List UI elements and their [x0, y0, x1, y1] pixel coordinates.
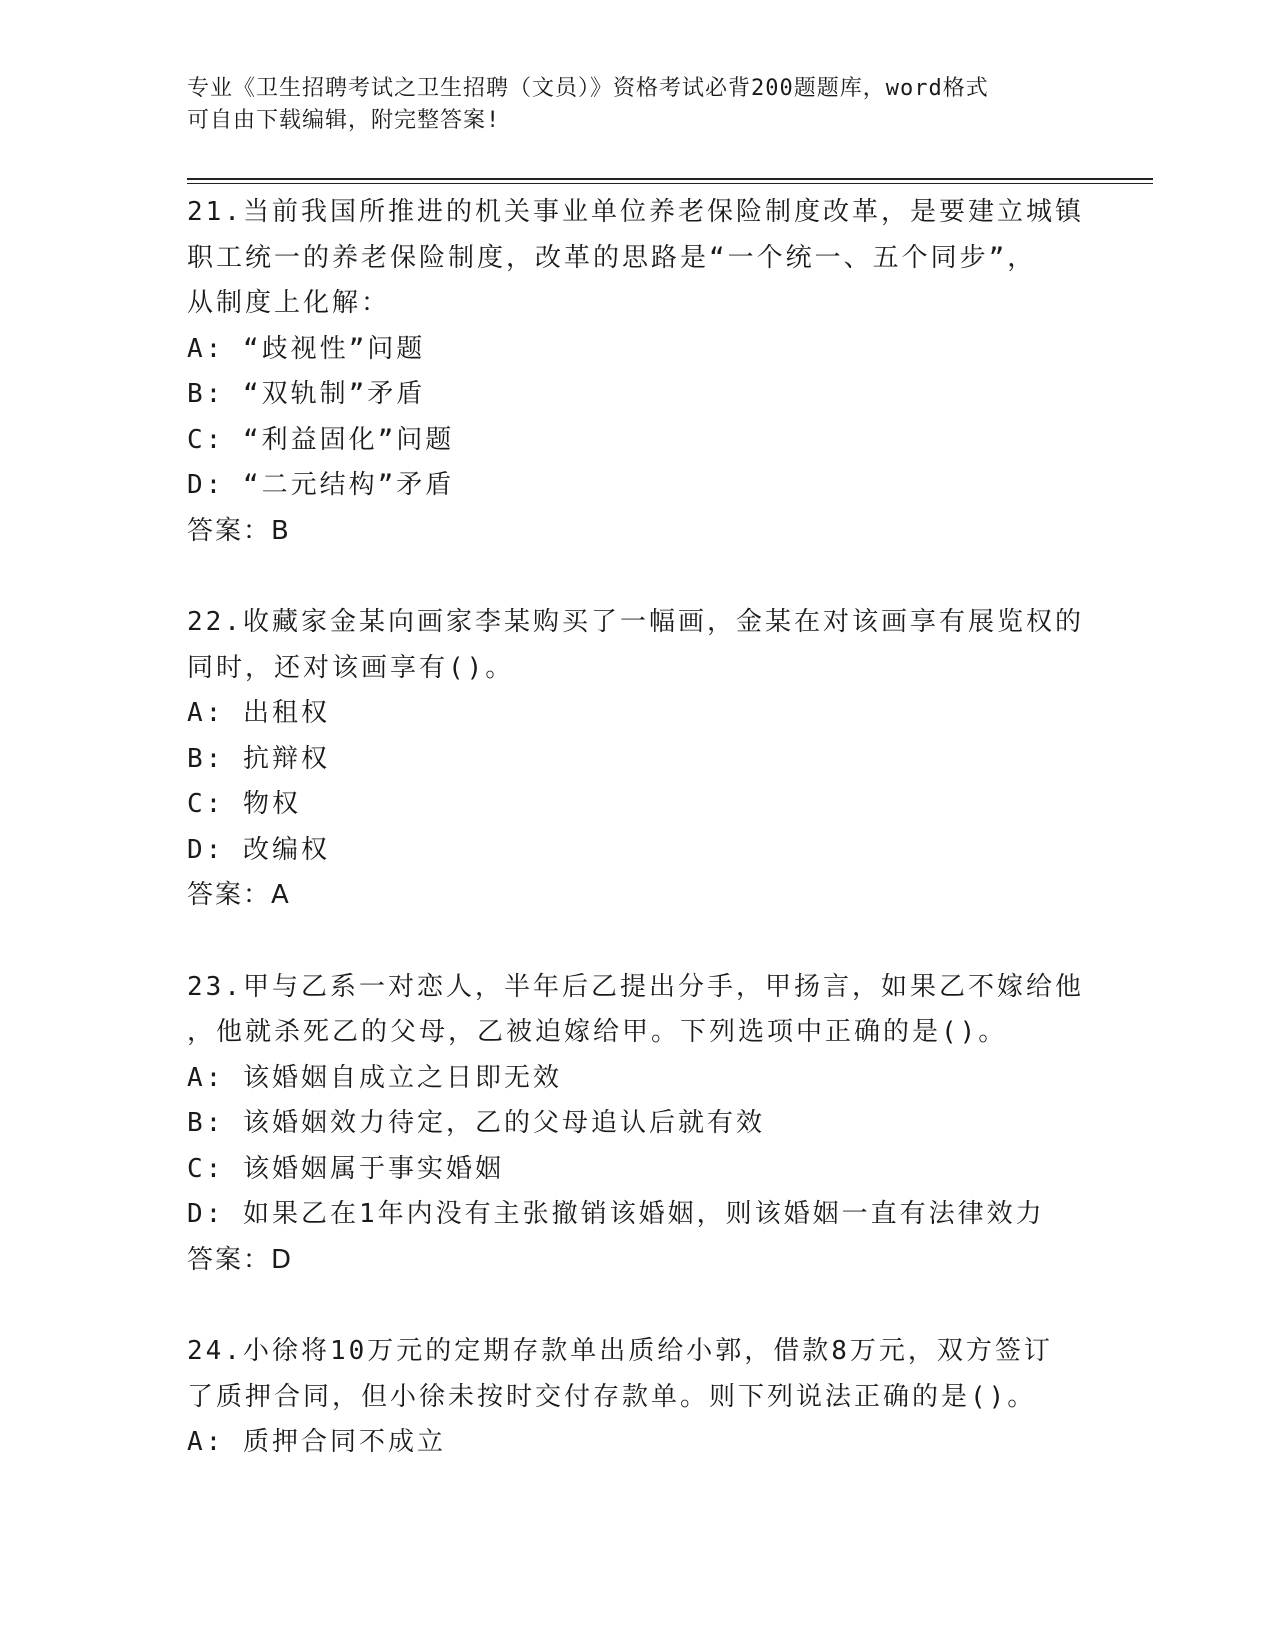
question-stem-line: 了质押合同，但小徐未按时交付存款单。则下列说法正确的是()。 [187, 1381, 1037, 1412]
question-22 [187, 600, 1087, 919]
option-a: A: 出租权 [187, 698, 330, 728]
question-stem-line: 21.当前我国所推进的机关事业单位养老保险制度改革，是要建立城镇 [187, 197, 1084, 227]
question-stem-line: 22.收藏家金某向画家李某购买了一幅画，金某在对该画享有展览权的 [187, 607, 1084, 637]
question-stem-line: 23.甲与乙系一对恋人，半年后乙提出分手，甲扬言，如果乙不嫁给他 [187, 971, 1084, 1002]
option-a: A: “歧视性”问题 [187, 333, 426, 364]
option-c: C: “利益固化”问题 [187, 424, 455, 455]
header-line-1: 专业《卫生招聘考试之卫生招聘（文员）》资格考试必背200题题库，word格式 [187, 76, 989, 101]
header-line-2: 可自由下载编辑，附完整答案! [187, 108, 501, 133]
question-stem-line: 同时，还对该画享有()。 [187, 652, 515, 683]
question-stem-line: 24.小徐将10万元的定期存款单出质给小郭，借款8万元，双方签订 [187, 1336, 1053, 1366]
option-c: C: 该婚姻属于事实婚姻 [187, 1153, 504, 1184]
answer-line: 答案：D [187, 1244, 294, 1275]
option-a: A: 质押合同不成立 [187, 1427, 446, 1457]
header-divider-thin [187, 183, 1153, 184]
option-b: B: “双轨制”矛盾 [187, 379, 426, 409]
document-header [187, 73, 1067, 137]
header-divider-thick [187, 178, 1153, 180]
option-c: C: 物权 [187, 789, 301, 819]
option-b: B: 抗辩权 [187, 743, 330, 774]
answer-line: 答案：B [187, 515, 291, 546]
question-24 [187, 1329, 1087, 1466]
option-b: B: 该婚姻效力待定，乙的父母追认后就有效 [187, 1108, 765, 1138]
question-stem-line: 从制度上化解： [187, 288, 391, 318]
question-stem-line: ，他就杀死乙的父母，乙被迫嫁给甲。下列选项中正确的是()。 [187, 1017, 1008, 1047]
question-list [187, 190, 1087, 1512]
option-a: A: 该婚姻自成立之日即无效 [187, 1062, 562, 1093]
question-21 [187, 190, 1087, 554]
answer-line: 答案：A [187, 880, 291, 910]
question-stem-line: 职工统一的养老保险制度，改革的思路是“一个统一、五个同步”， [187, 242, 1037, 273]
option-d: D: 如果乙在1年内没有主张撤销该婚姻，则该婚姻一直有法律效力 [187, 1199, 1045, 1229]
option-d: D: 改编权 [187, 834, 330, 865]
option-d: D: “二元结构”矛盾 [187, 470, 455, 500]
question-23 [187, 965, 1087, 1284]
